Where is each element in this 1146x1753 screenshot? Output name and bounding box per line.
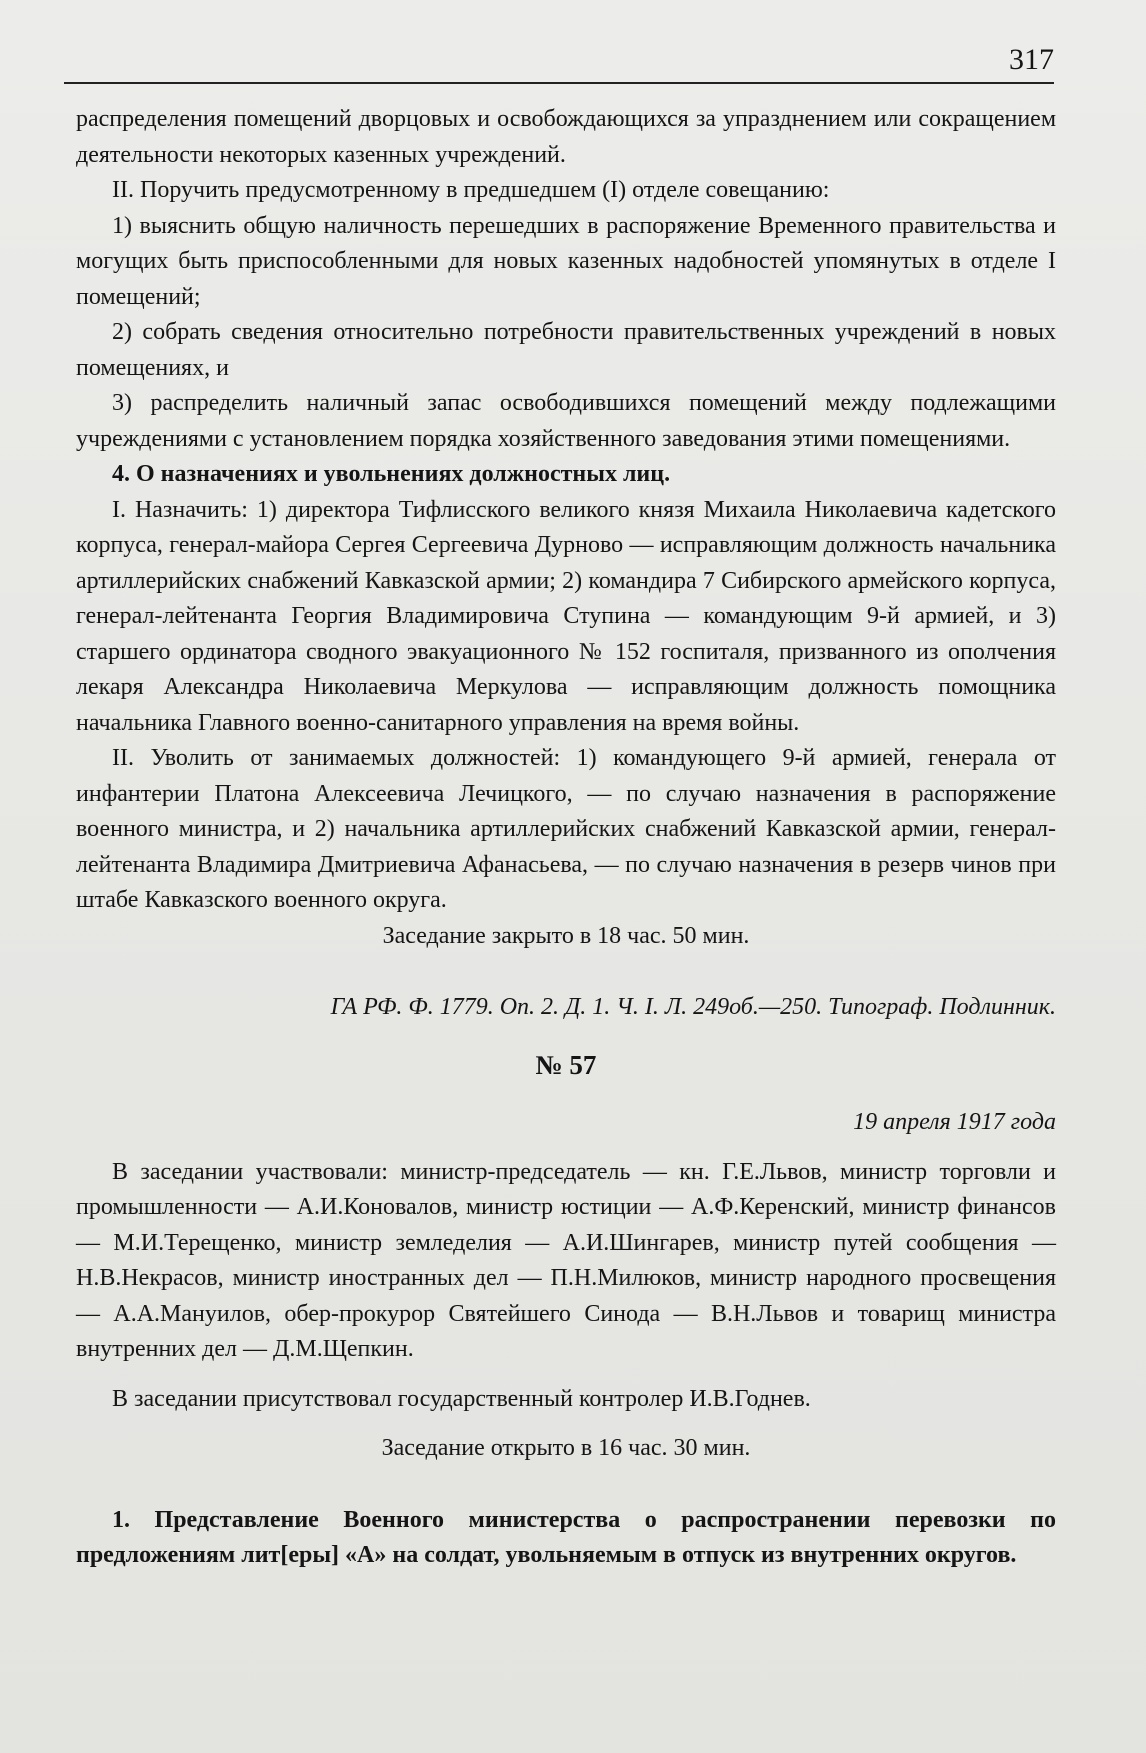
paragraph: I. Назначить: 1) директора Тифлисского великого князя Михаила Николаевича кадетского корпуса, генерал-майора Сергея Сергеевича Дурново — исправляющим должность начальника артиллерийских снабжений Кавказской армии; 2) командира 7 Сибирского армейского корпуса, генерал-лейтенанта Георгия Владимировича Ступина — командующим 9-й армией, и 3) старшего ординатора сводного эвакуационного № 152 госпиталя, призванного из ополчения лекаря Александра Николаевича Меркулова — исправляющим должность помощника начальника Главного военно-санитарного управления на время войны. [76,496,1056,736]
archive-citation: ГА РФ. Ф. 1779. Оп. 2. Д. 1. Ч. I. Л. 249об.—250. Типограф. Подлинник. [330,994,1056,1020]
section-heading: 4. О назначениях и увольнениях должностных лиц. [112,461,671,487]
paragraph: 1) выяснить общую наличность перешедших в распоряжение Временного правительства и могущих быть приспособленными для новых казенных надобностей упомянутых в отделе I помещений; [76,212,1056,310]
paragraph: 2) собрать сведения относительно потребности правительственных учреждений в новых помещениях, и [76,319,1056,381]
paragraph: В заседании присутствовал государственный контролер И.В.Годнев. [112,1385,811,1412]
page-header [64,40,1054,84]
document-body [76,102,1056,1574]
meeting-opened-note: Заседание открыто в 16 час. 30 мин. [381,1435,751,1461]
page-number: 317 [1009,43,1054,76]
paragraph: распределения помещений дворцовых и освобождающихся за упразднением или сокращением деятельности некоторых казенных учреждений. [76,106,1056,168]
paragraph: 3) распределить наличный запас освободившихся помещений между подлежащими учреждениями с установлением порядка хозяйственного заведования этими помещениями. [76,390,1056,452]
document-date: 19 апреля 1917 года [853,1109,1056,1135]
agenda-item-heading: 1. Представление Военного министерства о распространении перевозки по предложениям лит[еры] «А» на солдат, увольняемым в отпуск из внутренних округов. [76,1506,1056,1568]
paragraph: II. Поручить предусмотренному в предшедшем (I) отделе совещанию: [112,177,830,203]
participants-paragraph: В заседании участвовали: министр-председатель — кн. Г.Е.Львов, министр торговли и промышленности — А.И.Коновалов, министр юстиции — А.Ф.Керенский, министр финансов — М.И.Терещенко, министр земледелия — А.И.Шингарев, министр путей сообщения — Н.В.Некрасов, министр иностранных дел — П.Н.Милюков, министр народного просвещения — А.А.Мануилов, обер-прокурор Святейшего Синода — В.Н.Львов и товарищ министра внутренних дел — Д.М.Щепкин. [76,1158,1056,1362]
paragraph: II. Уволить от занимаемых должностей: 1) командующего 9-й армией, генерала от инфантерии Платона Алексеевича Лечицкого, — по случаю назначения в распоряжение военного министра, и 2) начальника артиллерийских снабжений Кавказской армии, генерал-лейтенанта Владимира Дмитриевича Афанасьева, — по случаю назначения в резерв чинов при штабе Кавказского военного округа. [76,745,1056,913]
header-rule [64,82,1054,84]
meeting-closed-note: Заседание закрыто в 18 час. 50 мин. [382,922,750,949]
document-number: № 57 [535,1049,597,1080]
